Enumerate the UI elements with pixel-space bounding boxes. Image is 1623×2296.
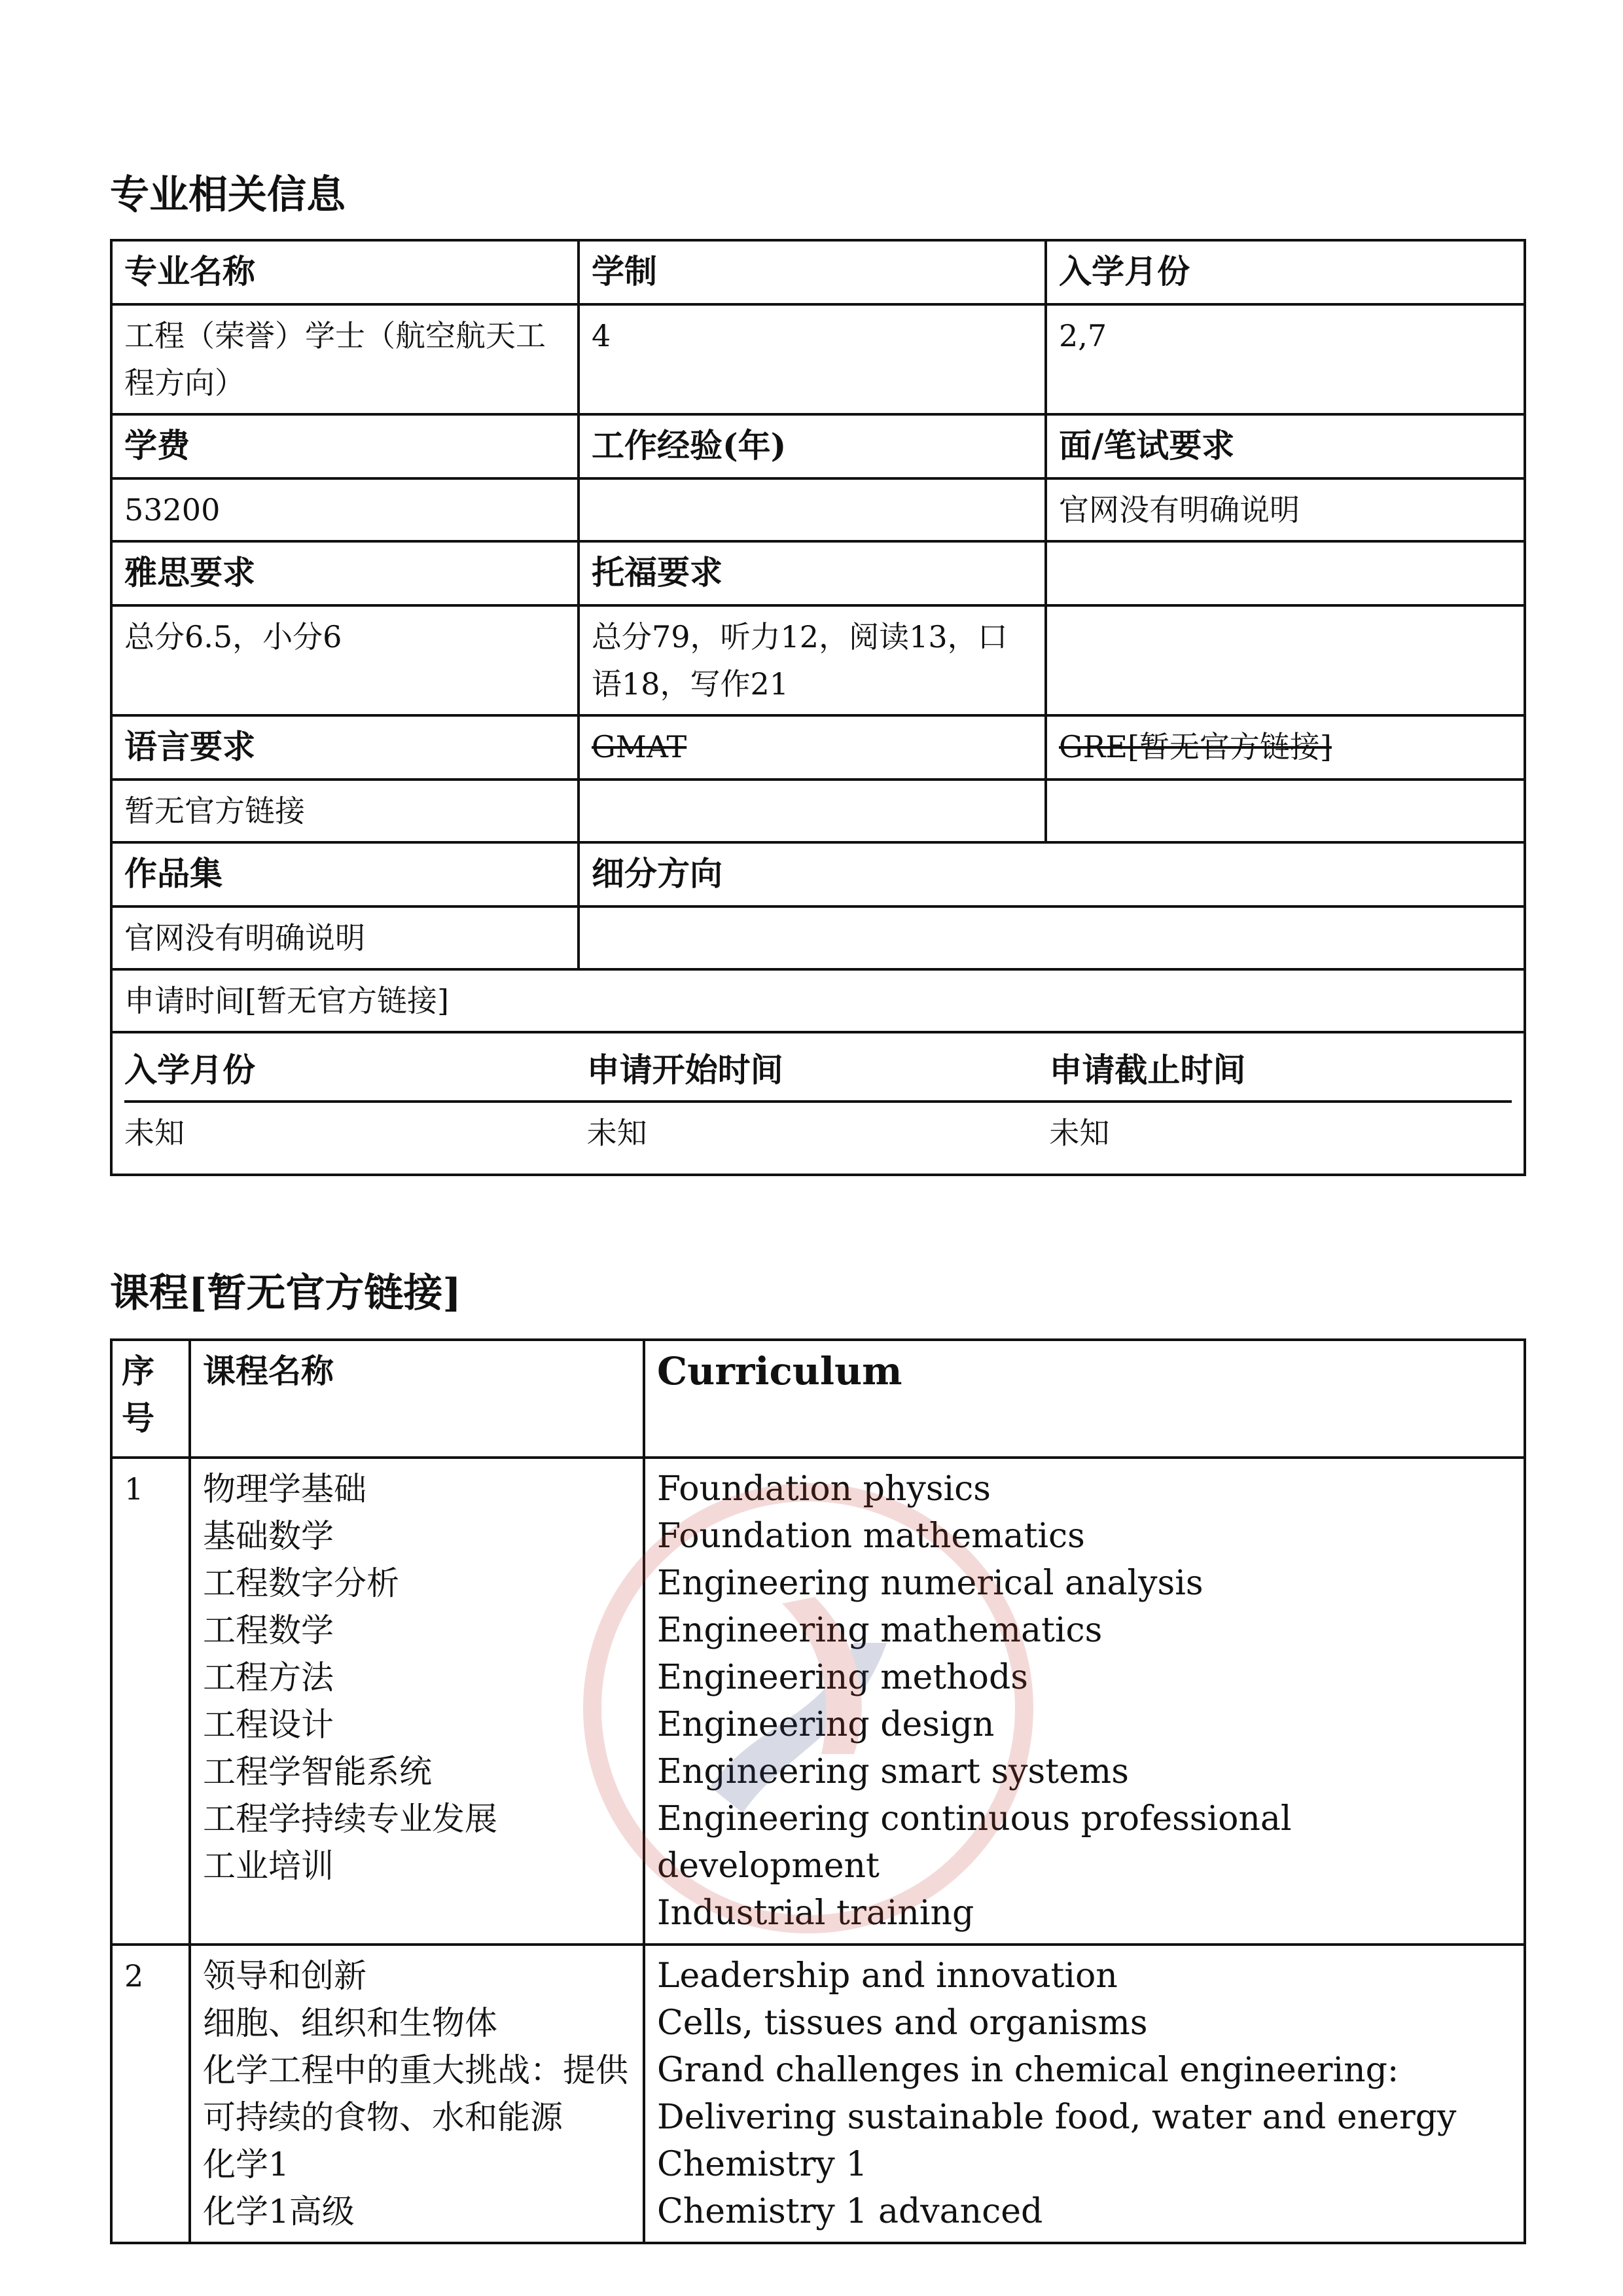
table-row — [111, 240, 1525, 304]
major-info-table — [110, 239, 1526, 1176]
row-index: 2 — [111, 1945, 190, 2243]
course-list-en — [644, 1458, 1525, 1945]
list-item: 物理学基础 — [203, 1470, 366, 1508]
list-item: 工程设计 — [203, 1706, 334, 1744]
table-row — [111, 715, 1525, 780]
application-time-label: 申请时间[暂无官方链接] — [111, 969, 1525, 1032]
value-major-name: 工程（荣誉）学士（航空航天工程方向） — [111, 304, 579, 414]
header-interview-requirement: 面/笔试要求 — [1046, 414, 1525, 478]
list-item: Leadership and innovation — [657, 1956, 1118, 1996]
table-row — [111, 1340, 1525, 1458]
header-gre: GRE[暂无官方链接] — [1046, 715, 1525, 780]
value-ielts: 总分6.5，小分6 — [111, 605, 579, 715]
header-ielts: 雅思要求 — [111, 541, 579, 605]
row-index: 1 — [111, 1458, 190, 1945]
list-item: Engineering mathematics — [657, 1611, 1103, 1650]
header-index: 序号 — [111, 1340, 190, 1458]
list-item: 工程学持续专业发展 — [203, 1800, 497, 1838]
list-item: Chemistry 1 — [657, 2145, 868, 2184]
section-title-major-info: 专业相关信息 — [110, 172, 346, 218]
value-tuition: 53200 — [111, 478, 579, 541]
table-row — [111, 478, 1525, 541]
list-item: 工程方法 — [203, 1659, 334, 1696]
value-work-experience — [579, 478, 1046, 541]
sub-header-deadline: 申请截止时间 — [1049, 1040, 1512, 1103]
list-item: Cells, tissues and organisms — [657, 2003, 1148, 2043]
table-row — [111, 304, 1525, 414]
course-list-cn — [190, 1945, 644, 2243]
value-portfolio: 官网没有明确说明 — [111, 906, 579, 969]
application-dates-header-row — [124, 1040, 1512, 1103]
header-tuition: 学费 — [111, 414, 579, 478]
value-duration: 4 — [579, 304, 1046, 414]
table-row — [111, 1032, 1525, 1175]
value-specialization — [579, 906, 1525, 969]
table-row — [111, 541, 1525, 605]
application-dates-value-row — [124, 1103, 1512, 1163]
list-item: 工程数字分析 — [203, 1564, 399, 1602]
section-title-curriculum: 课程[暂无官方链接] — [110, 1270, 461, 1316]
header-specialization: 细分方向 — [579, 842, 1525, 906]
value-interview-requirement: 官网没有明确说明 — [1046, 478, 1525, 541]
list-item: 细胞、组织和生物体 — [203, 2004, 497, 2042]
course-list-en — [644, 1945, 1525, 2243]
list-item: 工程学智能系统 — [203, 1753, 432, 1791]
table-row — [111, 842, 1525, 906]
header-course-name: 课程名称 — [190, 1340, 644, 1458]
list-item: Engineering numerical analysis — [657, 1564, 1204, 1603]
sub-value-deadline: 未知 — [1049, 1115, 1110, 1151]
table-row — [111, 605, 1525, 715]
table-row — [111, 414, 1525, 478]
list-item: Chemistry 1 advanced — [657, 2192, 1043, 2231]
list-item: 化学1高级 — [203, 2193, 355, 2231]
list-item: 化学1 — [203, 2145, 289, 2183]
header-duration: 学制 — [579, 240, 1046, 304]
header-work-experience: 工作经验(年) — [579, 414, 1046, 478]
list-item: 工程数学 — [203, 1611, 334, 1649]
curriculum-table — [110, 1338, 1526, 2244]
header-intake-month: 入学月份 — [1046, 240, 1525, 304]
sub-value-intake-month: 未知 — [124, 1115, 185, 1151]
application-dates-cell — [111, 1032, 1525, 1175]
list-item: Grand challenges in chemical engineering: Delivering sustainable food, water and energy — [657, 2051, 1457, 2137]
header-empty — [1046, 541, 1525, 605]
list-item: Engineering smart systems — [657, 1752, 1129, 1791]
value-intake-month: 2,7 — [1046, 304, 1525, 414]
header-portfolio: 作品集 — [111, 842, 579, 906]
sub-header-intake-month: 入学月份 — [124, 1040, 587, 1103]
header-toefl: 托福要求 — [579, 541, 1046, 605]
list-item: Engineering methods — [657, 1658, 1028, 1697]
header-gmat: GMAT — [579, 715, 1046, 780]
sub-header-start-time: 申请开始时间 — [587, 1040, 1050, 1103]
header-major-name: 专业名称 — [111, 240, 579, 304]
list-item: 工业培训 — [203, 1847, 334, 1885]
list-item: 领导和创新 — [203, 1957, 366, 1995]
list-item: 化学工程中的重大挑战：提供可持续的食物、水和能源 — [203, 2051, 628, 2136]
list-item: Industrial training — [657, 1893, 974, 1933]
course-list-cn — [190, 1458, 644, 1945]
value-gre — [1046, 780, 1525, 842]
table-row — [111, 1458, 1525, 1945]
list-item: Foundation physics — [657, 1469, 991, 1509]
list-item: 基础数学 — [203, 1517, 334, 1555]
value-language: 暂无官方链接 — [111, 780, 579, 842]
value-empty — [1046, 605, 1525, 715]
list-item: Foundation mathematics — [657, 1516, 1085, 1556]
value-toefl: 总分79，听力12，阅读13，口语18，写作21 — [579, 605, 1046, 715]
list-item: Engineering continuous professional development — [657, 1799, 1292, 1886]
table-row — [111, 1945, 1525, 2243]
table-row — [111, 969, 1525, 1032]
header-language: 语言要求 — [111, 715, 579, 780]
value-gmat — [579, 780, 1046, 842]
table-row — [111, 906, 1525, 969]
table-row — [111, 780, 1525, 842]
header-curriculum: Curriculum — [644, 1340, 1525, 1458]
sub-value-start-time: 未知 — [586, 1115, 647, 1151]
list-item: Engineering design — [657, 1705, 995, 1744]
